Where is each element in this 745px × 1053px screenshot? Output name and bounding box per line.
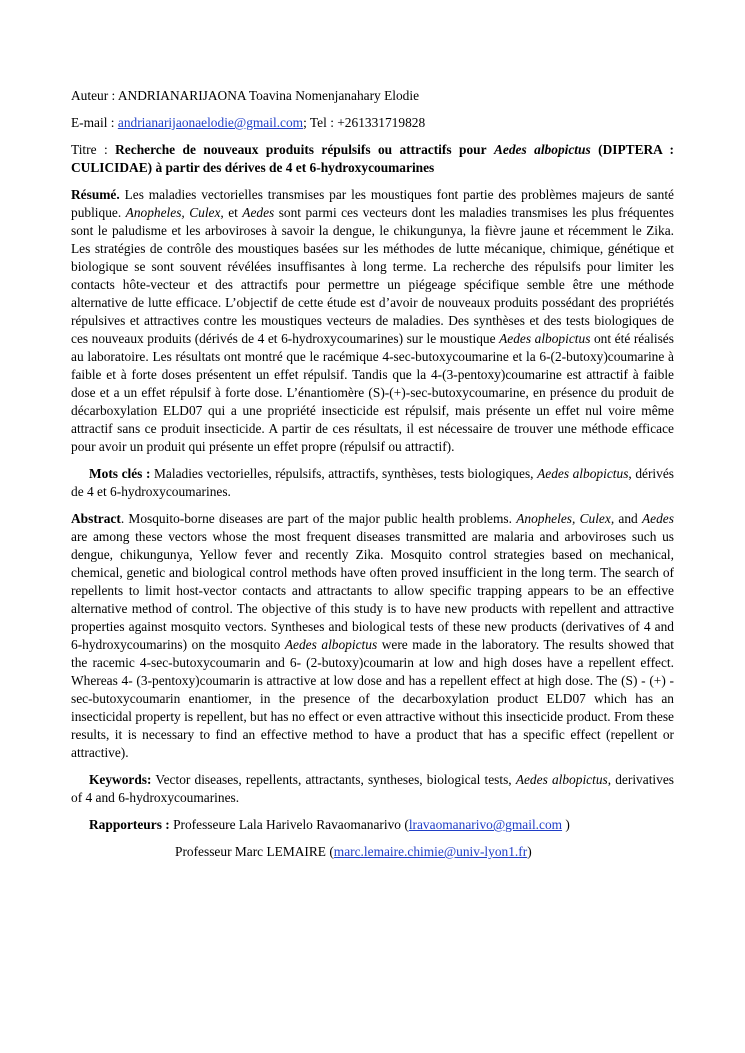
author-line — [71, 87, 674, 105]
title-species: Aedes albopictus — [493, 142, 591, 157]
resume-text: Les maladies vectorielles transmises par les moustiques font partie des problèmes majeurs de santé publique. — [71, 187, 674, 220]
title-label: Titre : — [71, 142, 108, 157]
rapporteurs-label: Rapporteurs : — [89, 817, 170, 832]
genus-italic: Anopheles, Culex, — [516, 511, 615, 526]
species-italic: Aedes albopictus — [284, 637, 378, 652]
author-name: ANDRIANARIJAONA Toavina Nomenjanahary Elodie — [117, 88, 420, 103]
resume-text: ont été réalisés au laboratoire. Les résultats ont montré que le racémique 4-sec-butoxycoumarine et la 6-(2-butoxy)coumarine à faible et à forte doses présentent un effet répulsif. Tandis que la 4-(3-pentoxy)coumarine est attractif à faible dose et a un effet répulsif à forte dose. L’énantiomère (S)-(+)-sec-butoxycoumarine, en présence du produit de décarboxylation ELD07 qui a une propriété insecticide est répulsif, mais présente un effet nul voire même attractif sans ce produit insecticide. A partir de ces résultats, il est nécessaire de trouver une méthode efficace pour avoir un produit qui présente un effet propre (répulsif ou attractif). — [71, 331, 674, 454]
rapporteur-2-name: Professeur Marc LEMAIRE ( — [175, 844, 334, 859]
title-text-1: Recherche de nouveaux produits répulsifs ou attractifs pour — [115, 142, 487, 157]
rapporteur-line-1 — [71, 816, 674, 834]
keywords-text: , derivatives of 4 and 6-hydroxycoumarines. — [71, 772, 674, 805]
genus-italic: Aedes — [641, 511, 674, 526]
email-label: E-mail : — [71, 115, 115, 130]
telephone: ; Tel : +261331719828 — [303, 115, 426, 130]
mots-cles-text: Maladies vectorielles, répulsifs, attractifs, synthèses, tests biologiques, — [154, 466, 534, 481]
rapporteur-2-email-link[interactable]: marc.lemaire.chimie@univ-lyon1.fr — [333, 844, 528, 859]
keywords-paragraph — [71, 771, 674, 807]
abstract-text: and — [618, 511, 638, 526]
genus-italic: Aedes — [242, 205, 275, 220]
rapporteur-1-close: ) — [562, 817, 570, 832]
keywords-label: Keywords: — [89, 772, 152, 787]
title-block — [71, 141, 674, 177]
author-label: Auteur : — [71, 88, 116, 103]
rapporteur-1-name: Professeure Lala Harivelo Ravaomanarivo ( — [173, 817, 409, 832]
species-italic: Aedes albopictus — [515, 772, 608, 787]
mots-cles-paragraph — [71, 465, 674, 501]
resume-paragraph — [71, 186, 674, 456]
abstract-text: . Mosquito-borne diseases are part of the major public health problems. — [120, 511, 512, 526]
resume-label: Résumé. — [71, 187, 120, 202]
mots-cles-label: Mots clés : — [89, 466, 151, 481]
species-italic: Aedes albopictus — [537, 466, 629, 481]
genus-italic: Anopheles, Culex, — [125, 205, 224, 220]
abstract-label: Abstract — [71, 511, 121, 526]
author-email-link[interactable]: andrianarijaonaelodie@gmail.com — [117, 115, 304, 130]
document-page — [71, 87, 674, 861]
resume-text: et — [228, 205, 238, 220]
rapporteur-line-2 — [175, 843, 674, 861]
rapporteur-2-close: ) — [527, 844, 532, 859]
abstract-text: were made in the laboratory. The results showed that the racemic 4-sec-butoxycoumarin and 6- (2-butoxy)coumarin at low and high doses have a repellent effect. Whereas 4- (3-pentoxy)coumarin is attractive at low dose and has a repellent effect at high dose. The (S) - (+) - sec-butoxycoumarin enantiomer, in the presence of the decarboxylation product ELD07 which has an insecticidal property is repellent, but has no effect or even attractive without this insecticide product. From these results, it is necessary to find an effective method to have a product that has a specific effect (repellent or attractive). — [71, 637, 674, 760]
abstract-text: are among these vectors whose the most frequent diseases transmitted are malaria and arboviroses such us dengue, chikungunya, Yellow fever and recently Zika. Mosquito control strategies based on mechanical, chemical, genetic and biological control methods have often proved insufficient in the long term. The search of repellents to limit host-vector contacts and attractants to allow specific trapping appears to be an effective alternative method of control. The objective of this study is to have new products with repellent and attractive properties against mosquito vectors. Syntheses and biological tests of these new products (derivatives of 4 and 6-hydroxycoumarins) on the mosquito — [71, 529, 674, 652]
abstract-paragraph — [71, 510, 674, 762]
keywords-text: Vector diseases, repellents, attractants, syntheses, biological tests, — [155, 772, 512, 787]
title-text-2: (DIPTERA : CULICIDAE) à partir des dérives de 4 et 6-hydroxycoumarines — [71, 142, 674, 175]
mots-cles-text: , dérivés de 4 et 6-hydroxycoumarines. — [71, 466, 675, 499]
species-italic: Aedes albopictus — [499, 331, 591, 346]
contact-line — [71, 114, 674, 132]
resume-text: sont parmi ces vecteurs dont les maladies transmises les plus fréquentes sont le paludisme et les arboviroses à savoir la dengue, le chikungunya, la fièvre jaune et récemment le Zika. Les stratégies de contrôle des moustiques basées sur les méthodes de lutte mécanique, chimique, génétique et biologique se sont souvent révélées insuffisantes à long terme. La recherche des répulsifs pour limiter les contacts hôte-vecteur et des attractifs pour permettre un piégeage spécifique semble être une méthode alternative de lutte efficace. L’objectif de cette étude est d’avoir de nouveaux produits possédant des propriétés répulsives et attractives contre les moustiques vecteurs de maladies. Des synthèses et des tests biologiques de ces nouveaux produits (dérivés de 4 et 6-hydroxycoumarines) sur le moustique — [71, 205, 674, 346]
rapporteur-1-email-link[interactable]: lravaomanarivo@gmail.com — [408, 817, 563, 832]
